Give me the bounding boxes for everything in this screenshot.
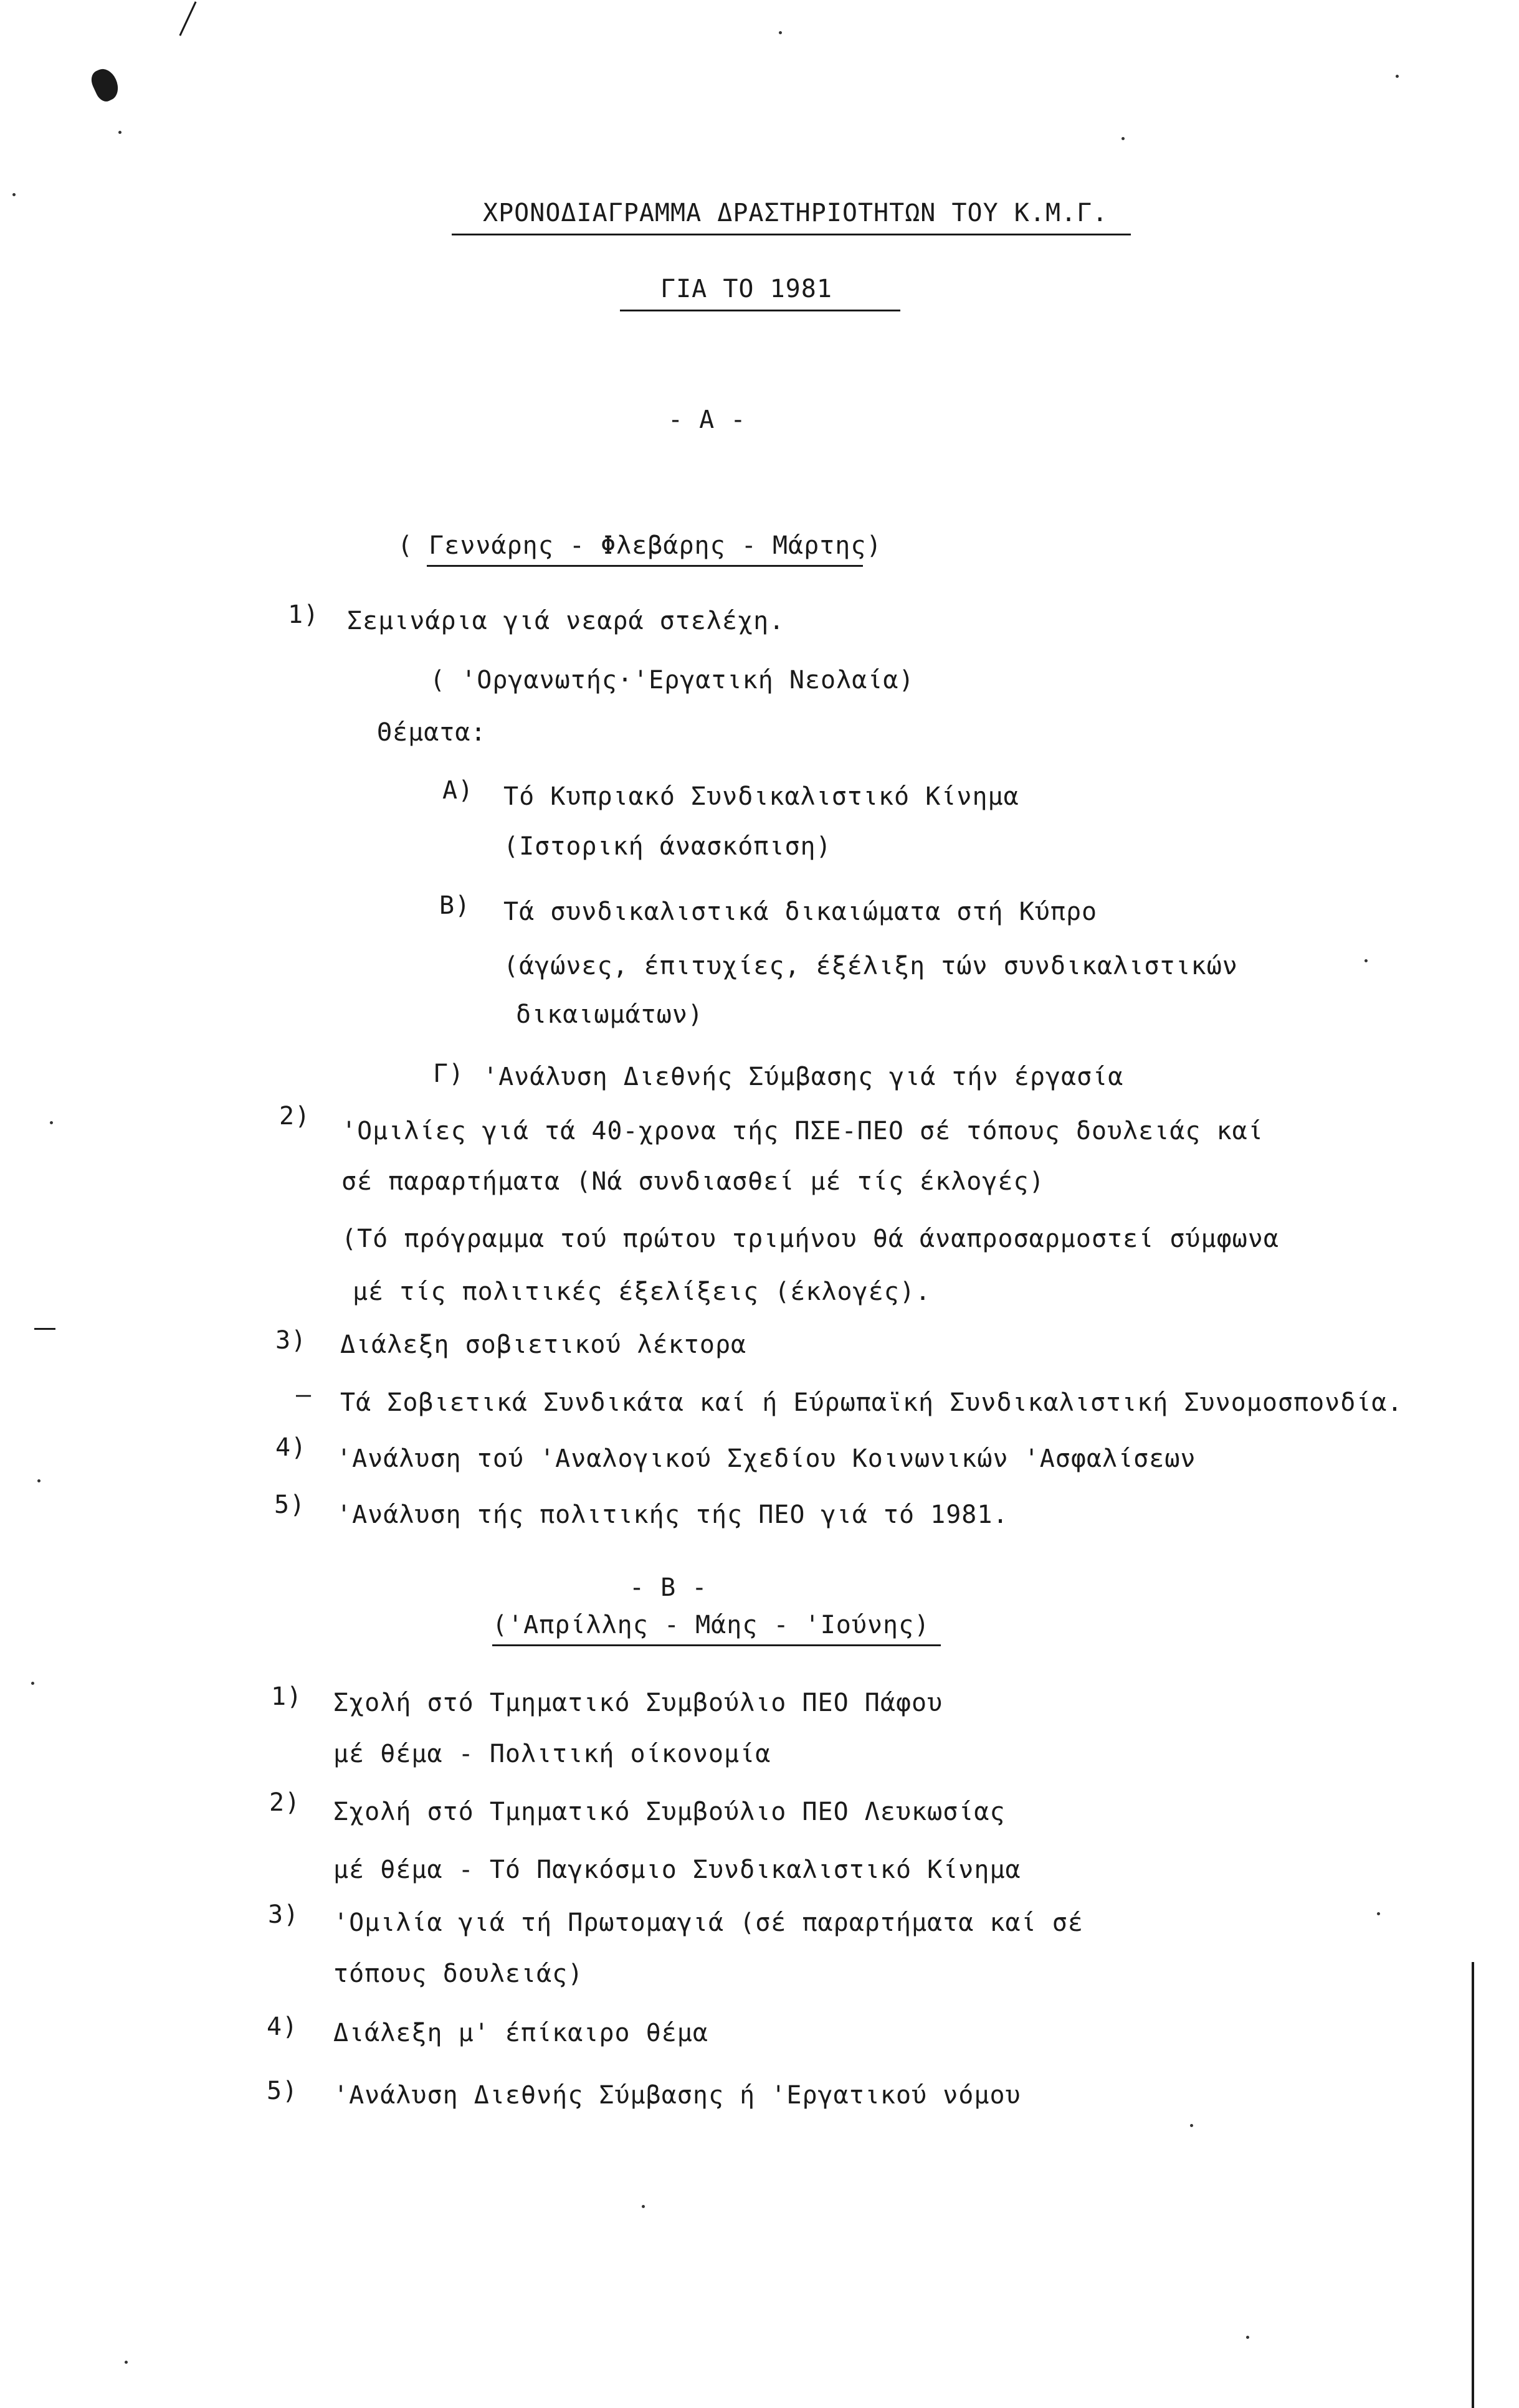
section-b-marker: - Β - xyxy=(629,1573,708,1602)
scan-speck xyxy=(31,1682,34,1685)
list-item-text: Σχολή στό Τμηματικό Συμβούλιο ΠΕΟ Πάφου xyxy=(333,1689,943,1717)
subtitle-underline xyxy=(620,310,900,311)
list-item-number: 4) xyxy=(275,1433,307,1462)
scan-speck xyxy=(12,193,16,196)
section-b-period: ('Απρίλλης - Μάης - 'Ιούνης) xyxy=(492,1611,930,1639)
document-subtitle: ΓΙΑ ΤΟ 1981 xyxy=(660,275,832,303)
title-underline xyxy=(452,234,1131,235)
list-item-number: 5) xyxy=(267,2077,298,2105)
scan-speck xyxy=(37,1479,40,1482)
scan-speck xyxy=(125,2361,128,2364)
list-item-text: (Ιστορική άνασκόπιση) xyxy=(503,832,832,861)
scan-speck xyxy=(642,2205,645,2208)
list-item-text: Τό Κυπριακό Συνδικαλιστικό Κίνημα xyxy=(503,782,1019,811)
list-item-text: Σχολή στό Τμηματικό Συμβούλιο ΠΕΟ Λευκωσίας xyxy=(333,1798,1006,1826)
scan-speck xyxy=(1190,2124,1193,2127)
list-item-number: — xyxy=(296,1380,312,1409)
list-item-text: Τά συνδικαλιστικά δικαιώματα στή Κύπρο xyxy=(503,898,1098,926)
list-item-number: 3) xyxy=(275,1326,307,1355)
list-item-text: 'Ανάλυση τού 'Αναλογικού Σχεδίου Κοινωνικών 'Ασφαλίσεων xyxy=(336,1444,1196,1473)
scan-speck xyxy=(1364,959,1368,962)
list-item-text: Θέματα: xyxy=(377,718,487,747)
list-item-number: 2) xyxy=(269,1788,301,1817)
list-item-number: 4) xyxy=(267,2012,298,2041)
scan-speck xyxy=(50,1121,53,1124)
scan-speck xyxy=(1377,1912,1380,1915)
section-b-period-underline xyxy=(492,1644,941,1646)
list-item-number: Γ) xyxy=(433,1059,465,1088)
list-item-text: δικαιωμάτων) xyxy=(516,1000,703,1029)
list-item-text: μέ θέμα - Τό Παγκόσμιο Συνδικαλιστικό Κίνημα xyxy=(333,1856,1021,1884)
list-item-number: 1) xyxy=(271,1682,303,1711)
list-item-text: (Τό πρόγραμμα τού πρώτου τριμήνου θά άναπροσαρμοστεί σύμφωνα xyxy=(341,1225,1279,1253)
scan-speck xyxy=(118,131,121,134)
list-item-text: μέ τίς πολιτικές έξελίξεις (έκλογές). xyxy=(353,1277,931,1306)
list-item-text: Διάλεξη σοβιετικού λέκτορα xyxy=(340,1330,747,1359)
list-item-text: (άγώνες, έπιτυχίες, έξέλιξη τών συνδικαλιστικών xyxy=(503,952,1238,980)
list-item-text: 'Ανάλυση τής πολιτικής τής ΠΕΟ γιά τό 1981. xyxy=(336,1500,1009,1529)
list-item-number: 5) xyxy=(274,1491,306,1519)
list-item-text: Σεμινάρια γιά νεαρά στελέχη. xyxy=(347,607,785,635)
list-item-text: 'Ανάλυση Διεθνής Σύμβασης γιά τήν έργασία xyxy=(483,1063,1124,1091)
scan-speck xyxy=(1396,75,1399,78)
list-item-text: τόπους δουλειάς) xyxy=(333,1960,584,1988)
ink-blot-mark xyxy=(88,65,123,104)
section-a-period-underline xyxy=(427,565,863,567)
scan-speck xyxy=(1121,137,1125,140)
list-item-text: σέ παραρτήματα (Νά συνδιασθεί μέ τίς έκλογές) xyxy=(341,1167,1045,1196)
list-item-number: 2) xyxy=(279,1102,311,1131)
list-item-text: 'Ομιλίες γιά τά 40-χρονα τής ΠΣΕ-ΠΕΟ σέ τόπους δουλειάς καί xyxy=(341,1117,1264,1145)
section-a-period: ( Γεννάρης - Φλεβάρης - Μάρτης) xyxy=(398,531,882,560)
list-item-number: Β) xyxy=(439,891,471,920)
document-title: ΧΡΟΝΟΔΙΑΓΡΑΜΜΑ ΔΡΑΣΤΗΡΙΟΤΗΤΩΝ ΤΟΥ Κ.Μ.Γ. xyxy=(483,199,1108,227)
list-item-text: ( 'Οργανωτής·'Εργατική Νεολαία) xyxy=(430,666,915,694)
margin-dash-left xyxy=(34,1328,55,1330)
scan-speck xyxy=(779,31,782,34)
list-item-text: Διάλεξη μ' έπίκαιρο θέμα xyxy=(333,2019,708,2047)
list-item-number: Α) xyxy=(442,776,474,805)
margin-line-right xyxy=(1472,1962,1474,2408)
list-item-number: 1) xyxy=(288,600,320,629)
list-item-text: Τά Σοβιετικά Συνδικάτα καί ή Εύρωπαϊκή Συνδικαλιστική Συνομοσπονδία. xyxy=(340,1388,1403,1417)
pen-stroke-mark xyxy=(179,1,196,36)
list-item-text: 'Ομιλία γιά τή Πρωτομαγιά (σέ παραρτήματα καί σέ xyxy=(333,1908,1083,1937)
list-item-number: 3) xyxy=(268,1900,300,1929)
list-item-text: 'Ανάλυση Διεθνής Σύμβασης ή 'Εργατικού νόμου xyxy=(333,2081,1021,2110)
list-item-text: μέ θέμα - Πολιτική οίκονομία xyxy=(333,1740,771,1768)
section-a-marker: - Α - xyxy=(668,405,746,434)
scan-speck xyxy=(1246,2336,1249,2339)
